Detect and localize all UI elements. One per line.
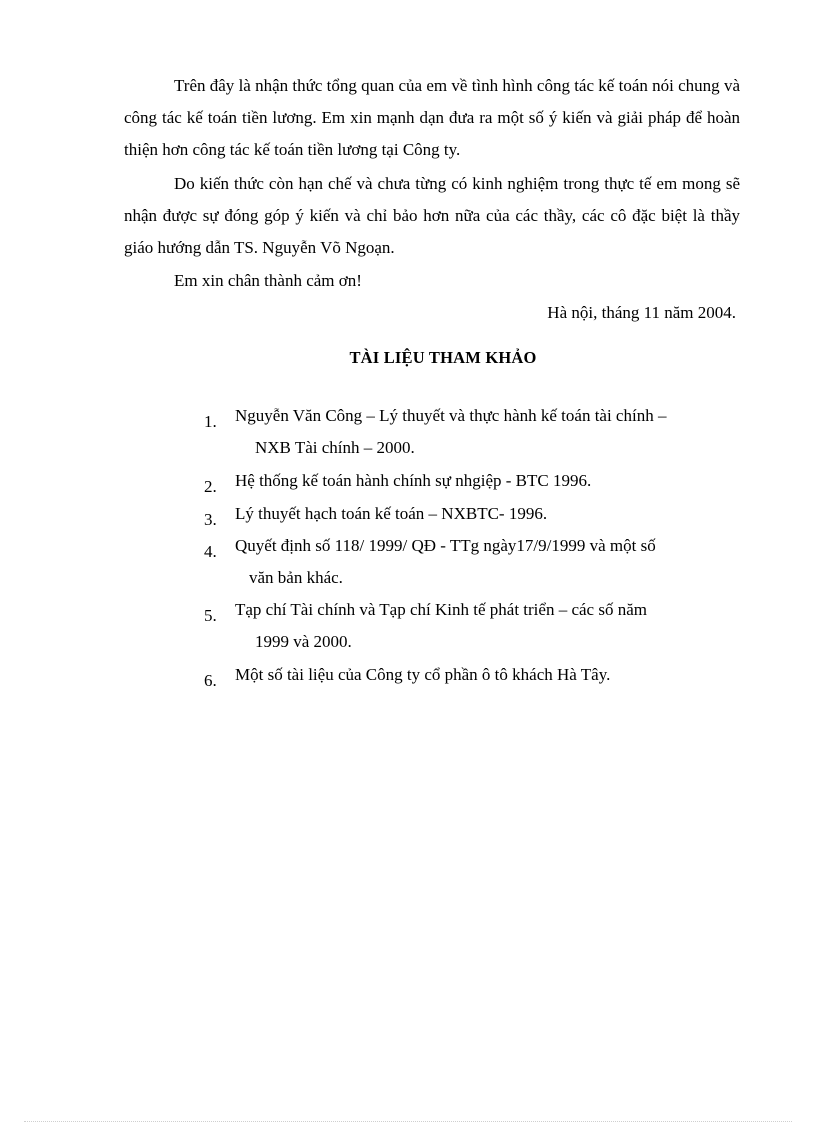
reference-number: 2.: [204, 477, 217, 496]
date-line: Hà nội, tháng 11 năm 2004.: [547, 303, 736, 322]
reference-number: 1.: [204, 412, 217, 431]
reference-text: [235, 659, 735, 691]
reference-number: 4.: [204, 542, 217, 561]
reference-line-1: Một số tài liệu của Công ty cổ phần ô tô khách Hà Tây.: [235, 665, 611, 684]
reference-text: [235, 498, 735, 530]
reference-text: [235, 465, 735, 497]
reference-line-2: NXB Tài chính – 2000.: [255, 438, 415, 457]
reference-line-1: Nguyễn Văn Công – Lý thuyết và thực hành kế toán tài chính –: [235, 406, 667, 425]
reference-text: [235, 400, 735, 464]
reference-number: 5.: [204, 606, 217, 625]
reference-line-1: Lý thuyết hạch toán kế toán – NXBTC- 1996.: [235, 504, 548, 523]
references-heading: TÀI LIỆU THAM KHẢO: [349, 348, 537, 367]
reference-number: 6.: [204, 671, 217, 690]
reference-line-1: Hệ thống kế toán hành chính sự nhgiệp - BTC 1996.: [235, 471, 592, 490]
page-bottom-rule: [24, 1121, 792, 1122]
reference-line-2: 1999 và 2000.: [255, 632, 352, 651]
reference-line-1: Quyết định số 118/ 1999/ QĐ - TTg ngày17/9/1999 và một số: [235, 536, 656, 555]
reference-line-2: văn bản khác.: [249, 568, 343, 587]
reference-line-1: Tạp chí Tài chính và Tạp chí Kinh tế phát triển – các số năm: [235, 600, 647, 619]
closing-paragraph-1: Trên đây là nhận thức tổng quan của em về tình hình công tác kế toán nói chung và công tác kế toán tiền lương. Em xin mạnh dạn đưa ra một số ý kiến và giải pháp để hoàn thiện hơn công tác kế toán tiền lương tại Công ty.: [124, 76, 740, 159]
reference-number: 3.: [204, 510, 217, 529]
reference-text: [235, 594, 735, 658]
reference-text: [235, 530, 735, 594]
thank-you-line: Em xin chân thành cảm ơn!: [174, 271, 362, 290]
closing-paragraph-2: Do kiến thức còn hạn chế và chưa từng có kinh nghiệm trong thực tế em mong sẽ nhận được sự đóng góp ý kiến và chỉ bảo hơn nữa của các thầy, các cô đặc biệt là thầy giáo hướng dẫn TS. Nguyễn Võ Ngoạn.: [124, 174, 740, 257]
